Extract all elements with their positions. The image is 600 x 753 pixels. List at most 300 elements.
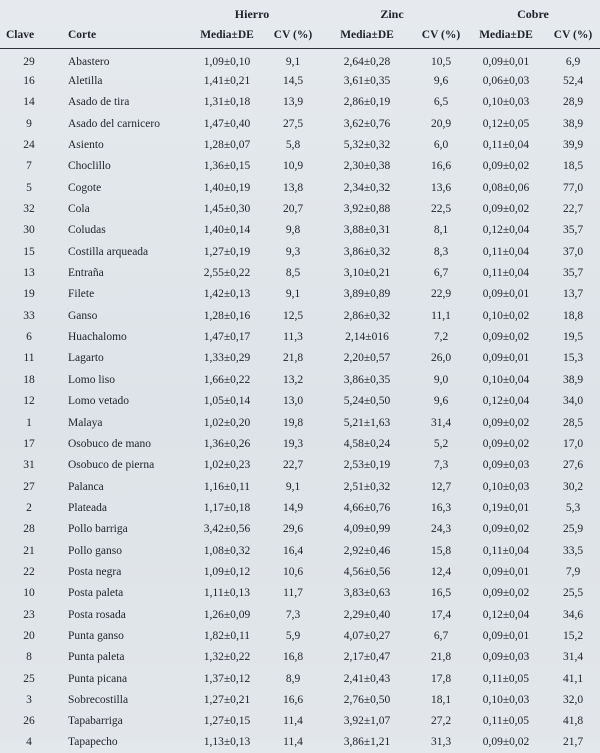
- cell-hierro-cv: 9,8: [285, 224, 301, 237]
- cell-zinc-cv: 12,4: [430, 565, 452, 578]
- cell-corte: Punta paleta: [68, 651, 125, 664]
- cell-cobre-media: 0,09±0,03: [482, 459, 530, 472]
- cell-clave: 30: [23, 224, 35, 237]
- cell-hierro-cv: 11,4: [283, 735, 303, 748]
- cell-corte: Lomo liso: [68, 373, 115, 386]
- col-clave: Clave: [6, 29, 35, 41]
- cell-hierro-media: 1,27±0,15: [203, 715, 251, 728]
- table-row: [0, 177, 600, 198]
- table-row: [0, 348, 600, 369]
- cell-corte: Huachalomo: [68, 331, 127, 344]
- cell-hierro-media: 1,26±0,09: [203, 608, 251, 621]
- cell-hierro-cv: 20,7: [282, 203, 304, 216]
- table-row: [0, 134, 600, 155]
- table-row: [0, 391, 600, 412]
- cell-zinc-cv: 6,7: [433, 629, 449, 642]
- cell-hierro-media: 1,09±0,10: [203, 55, 251, 68]
- cell-cobre-cv: 39,9: [562, 139, 584, 152]
- cell-corte: Tapabarriga: [68, 715, 123, 728]
- cell-zinc-cv: 6,7: [433, 267, 449, 280]
- cell-hierro-cv: 9,3: [285, 245, 301, 258]
- cell-hierro-cv: 11,4: [283, 715, 303, 728]
- cell-zinc-media: 2,76±0,50: [343, 693, 391, 706]
- table-row: [0, 70, 600, 91]
- cell-corte: Malaya: [68, 416, 103, 429]
- cell-cobre-cv: 25,9: [562, 523, 584, 536]
- group-cobre: Cobre: [517, 7, 549, 21]
- cell-clave: 9: [26, 117, 32, 130]
- cell-hierro-media: 1,47±0,40: [203, 117, 251, 130]
- cell-hierro-cv: 9,1: [285, 480, 301, 493]
- cell-clave: 19: [23, 288, 35, 301]
- cell-corte: Abastero: [68, 55, 110, 68]
- cell-zinc-cv: 7,2: [433, 331, 449, 344]
- cell-zinc-media: 2,17±0,47: [343, 651, 391, 664]
- cell-cobre-media: 0,10±0,03: [482, 480, 530, 493]
- cell-hierro-cv: 22,7: [282, 459, 304, 472]
- cell-zinc-cv: 8,1: [433, 224, 449, 237]
- cell-corte: Pollo barriga: [68, 523, 128, 536]
- cell-zinc-cv: 9,0: [433, 373, 449, 386]
- cell-hierro-cv: 14,5: [282, 75, 304, 88]
- cell-clave: 14: [23, 96, 35, 109]
- cell-zinc-media: 2,41±0,43: [343, 672, 391, 685]
- cell-zinc-media: 4,58±0,24: [343, 437, 391, 450]
- cell-cobre-cv: 27,6: [562, 459, 584, 472]
- cell-hierro-cv: 11,3: [283, 331, 303, 344]
- cell-zinc-cv: 18,1: [430, 693, 452, 706]
- cell-cobre-media: 0,09±0,02: [482, 203, 530, 216]
- cell-hierro-media: 1,08±0,32: [203, 544, 251, 557]
- cell-cobre-cv: 15,3: [562, 352, 584, 365]
- cell-cobre-media: 0,11±0,04: [482, 245, 530, 258]
- cell-cobre-cv: 34,0: [562, 395, 584, 408]
- table-row: [0, 198, 600, 219]
- cell-clave: 13: [23, 267, 35, 280]
- cell-zinc-media: 2,20±0,57: [343, 352, 391, 365]
- cell-hierro-cv: 11,7: [283, 587, 303, 600]
- cell-zinc-media: 3,83±0,63: [343, 587, 391, 600]
- table-row: [0, 625, 600, 646]
- cell-cobre-media: 0,12±0,04: [482, 395, 530, 408]
- cell-zinc-media: 4,56±0,56: [343, 565, 391, 578]
- cell-hierro-cv: 5,8: [285, 139, 301, 152]
- cell-cobre-media: 0,09±0,02: [482, 416, 530, 429]
- cell-hierro-cv: 16,6: [282, 693, 304, 706]
- table-row: [0, 49, 600, 70]
- cell-corte: Asado de tira: [68, 96, 130, 109]
- cell-hierro-cv: 13,0: [282, 395, 304, 408]
- cell-zinc-cv: 6,0: [433, 139, 449, 152]
- cell-cobre-media: 0,09±0,02: [482, 160, 530, 173]
- cell-corte: Filete: [68, 288, 95, 301]
- cell-clave: 23: [23, 608, 35, 621]
- cell-corte: Costilla arqueada: [68, 245, 149, 258]
- cell-cobre-cv: 17,0: [562, 437, 584, 450]
- cell-hierro-media: 1,32±0,22: [203, 651, 251, 664]
- cell-cobre-cv: 7,9: [565, 565, 581, 578]
- cell-zinc-cv: 17,4: [430, 608, 452, 621]
- cell-corte: Coludas: [68, 224, 106, 237]
- cell-cobre-media: 0,10±0,03: [482, 96, 530, 109]
- table-row: [0, 604, 600, 625]
- cell-clave: 15: [23, 245, 35, 258]
- cell-hierro-media: 1,09±0,12: [203, 565, 251, 578]
- table-header: [0, 0, 600, 49]
- cell-zinc-media: 5,24±0,50: [343, 395, 391, 408]
- cell-zinc-media: 2,92±0,46: [343, 544, 391, 557]
- cell-zinc-media: 2,64±0,28: [343, 55, 391, 68]
- table-row: [0, 519, 600, 540]
- col-zinc-media: Media±DE: [340, 29, 394, 41]
- cell-zinc-media: 3,89±0,89: [343, 288, 391, 301]
- col-hierro-media: Media±DE: [200, 29, 254, 41]
- cell-clave: 25: [23, 672, 35, 685]
- table-row: [0, 113, 600, 134]
- cell-hierro-media: 1,13±0,13: [203, 735, 251, 748]
- cell-cobre-media: 0,06±0,03: [482, 75, 530, 88]
- cell-zinc-media: 4,09±0,99: [343, 523, 391, 536]
- cell-clave: 24: [23, 139, 35, 152]
- cell-clave: 10: [23, 587, 35, 600]
- cell-zinc-cv: 16,5: [430, 587, 452, 600]
- table-row: [0, 668, 600, 689]
- cell-clave: 29: [23, 55, 35, 68]
- col-zinc-cv: CV (%): [421, 29, 461, 41]
- cell-hierro-media: 1,37±0,12: [203, 672, 251, 685]
- table-row: [0, 497, 600, 518]
- cell-zinc-media: 3,62±0,76: [343, 117, 391, 130]
- cell-zinc-media: 2,34±0,32: [343, 181, 391, 194]
- cell-cobre-media: 0,10±0,02: [482, 309, 530, 322]
- cell-cobre-cv: 19,5: [562, 331, 584, 344]
- cell-zinc-media: 2,30±0,38: [343, 160, 391, 173]
- cell-hierro-media: 1,36±0,15: [203, 160, 251, 173]
- cell-cobre-media: 0,10±0,04: [482, 373, 530, 386]
- cell-clave: 7: [26, 160, 32, 173]
- cell-corte: Posta rosada: [68, 608, 126, 621]
- cell-zinc-cv: 10,5: [430, 55, 452, 68]
- cell-hierro-cv: 13,2: [282, 373, 304, 386]
- cell-zinc-media: 3,86±0,35: [343, 373, 391, 386]
- table-row: [0, 561, 600, 582]
- cell-cobre-cv: 34,6: [562, 608, 584, 621]
- cell-hierro-media: 1,11±0,13: [203, 587, 251, 600]
- cell-hierro-media: 1,27±0,21: [203, 693, 251, 706]
- cell-cobre-media: 0,11±0,05: [482, 715, 530, 728]
- cell-zinc-media: 2,86±0,32: [343, 309, 391, 322]
- cell-cobre-media: 0,11±0,04: [482, 544, 530, 557]
- cell-hierro-cv: 8,5: [285, 267, 301, 280]
- cell-hierro-media: 1,40±0,14: [203, 224, 251, 237]
- cell-hierro-media: 1,66±0,22: [203, 373, 251, 386]
- cell-zinc-cv: 27,2: [430, 715, 452, 728]
- cell-hierro-cv: 16,8: [282, 651, 304, 664]
- cell-zinc-cv: 21,8: [430, 651, 452, 664]
- cell-hierro-media: 1,27±0,19: [203, 245, 251, 258]
- cell-hierro-cv: 13,8: [282, 181, 304, 194]
- col-cobre-cv: CV (%): [553, 29, 593, 41]
- cell-zinc-cv: 8,3: [433, 245, 449, 258]
- cell-cobre-media: 0,09±0,01: [482, 288, 530, 301]
- cell-zinc-cv: 17,8: [430, 672, 452, 685]
- cell-cobre-media: 0,11±0,04: [482, 267, 530, 280]
- cell-hierro-media: 3,42±0,56: [203, 523, 251, 536]
- cell-zinc-cv: 12,7: [430, 480, 452, 493]
- cell-hierro-media: 1,45±0,30: [203, 203, 251, 216]
- cell-corte: Asado del carnicero: [68, 117, 160, 130]
- table-body: [0, 49, 600, 753]
- cell-cobre-cv: 38,9: [562, 373, 584, 386]
- cell-hierro-media: 1,33±0,29: [203, 352, 251, 365]
- cell-cobre-cv: 77,0: [562, 181, 584, 194]
- cell-hierro-cv: 8,9: [285, 672, 301, 685]
- cell-cobre-media: 0,09±0,01: [482, 629, 530, 642]
- cell-zinc-cv: 13,6: [430, 181, 452, 194]
- cell-clave: 20: [23, 629, 35, 642]
- cell-zinc-media: 4,07±0,27: [343, 629, 391, 642]
- cell-corte: Osobuco de mano: [68, 437, 152, 450]
- cell-cobre-media: 0,09±0,02: [482, 587, 530, 600]
- cell-clave: 18: [23, 373, 35, 386]
- cell-cobre-cv: 32,0: [562, 693, 584, 706]
- cell-clave: 4: [26, 735, 32, 748]
- cell-hierro-media: 1,02±0,20: [203, 416, 251, 429]
- cell-corte: Tapapecho: [68, 735, 118, 748]
- cell-zinc-media: 5,21±1,63: [343, 416, 391, 429]
- cell-zinc-media: 3,92±0,88: [343, 203, 391, 216]
- cell-hierro-media: 1,28±0,16: [203, 309, 251, 322]
- cell-zinc-media: 2,86±0,19: [343, 96, 391, 109]
- cell-hierro-cv: 29,6: [282, 523, 304, 536]
- cell-zinc-media: 3,92±1,07: [343, 715, 391, 728]
- table-row: [0, 433, 600, 454]
- cell-corte: Lomo vetado: [68, 395, 129, 408]
- table-row: [0, 241, 600, 262]
- cell-zinc-cv: 9,6: [433, 75, 449, 88]
- cell-cobre-media: 0,08±0,06: [482, 181, 530, 194]
- cell-zinc-cv: 16,3: [430, 501, 452, 514]
- cell-cobre-cv: 41,1: [562, 672, 584, 685]
- cell-cobre-media: 0,09±0,02: [482, 735, 530, 748]
- cell-clave: 16: [23, 75, 35, 88]
- table-row: [0, 369, 600, 390]
- col-hierro-cv: CV (%): [273, 29, 313, 41]
- cell-clave: 28: [23, 523, 35, 536]
- cell-hierro-cv: 9,1: [285, 55, 301, 68]
- cell-clave: 1: [26, 416, 32, 429]
- cell-zinc-media: 2,53±0,19: [343, 459, 391, 472]
- cell-clave: 11: [23, 352, 35, 365]
- cell-zinc-media: 3,10±0,21: [343, 267, 391, 280]
- cell-hierro-media: 1,47±0,17: [203, 331, 251, 344]
- cell-zinc-cv: 22,5: [430, 203, 452, 216]
- cell-hierro-media: 1,82±0,11: [203, 629, 251, 642]
- table-row: [0, 262, 600, 283]
- col-cobre-media: Media±DE: [479, 29, 533, 41]
- cell-zinc-media: 2,29±0,40: [343, 608, 391, 621]
- table-row: [0, 455, 600, 476]
- cell-hierro-media: 1,41±0,21: [203, 75, 251, 88]
- table-row: [0, 412, 600, 433]
- cell-hierro-media: 1,36±0,26: [203, 437, 251, 450]
- cell-zinc-cv: 31,3: [430, 735, 452, 748]
- cell-clave: 22: [23, 565, 35, 578]
- cell-zinc-cv: 26,0: [430, 352, 452, 365]
- cell-zinc-media: 4,66±0,76: [343, 501, 391, 514]
- cell-clave: 33: [23, 309, 35, 322]
- cell-zinc-cv: 16,6: [430, 160, 452, 173]
- cell-hierro-cv: 5,9: [285, 629, 301, 642]
- cell-hierro-media: 1,42±0,13: [203, 288, 251, 301]
- cell-cobre-cv: 28,9: [562, 96, 584, 109]
- cell-clave: 32: [23, 203, 35, 216]
- cell-cobre-cv: 15,2: [562, 629, 584, 642]
- cell-cobre-cv: 5,3: [565, 501, 581, 514]
- cell-zinc-cv: 31,4: [430, 416, 452, 429]
- cell-hierro-cv: 14,9: [282, 501, 304, 514]
- cell-hierro-cv: 16,4: [282, 544, 304, 557]
- cell-clave: 12: [23, 395, 35, 408]
- cell-cobre-cv: 22,7: [562, 203, 584, 216]
- cell-hierro-cv: 21,8: [282, 352, 304, 365]
- col-corte: Corte: [68, 29, 97, 41]
- table-row: [0, 583, 600, 604]
- table-row: [0, 326, 600, 347]
- cell-hierro-cv: 27,5: [282, 117, 304, 130]
- cell-clave: 31: [23, 459, 35, 472]
- cell-clave: 27: [23, 480, 35, 493]
- cell-zinc-media: 5,32±0,32: [343, 139, 391, 152]
- cell-corte: Entraña: [68, 267, 104, 280]
- cell-cobre-cv: 30,2: [562, 480, 584, 493]
- cell-corte: Aletilla: [68, 75, 103, 88]
- cell-corte: Ganso: [68, 309, 98, 322]
- cell-zinc-cv: 9,6: [433, 395, 449, 408]
- cell-hierro-media: 1,40±0,19: [203, 181, 251, 194]
- cell-corte: Punta ganso: [68, 629, 124, 642]
- table-row: [0, 540, 600, 561]
- cell-cobre-media: 0,09±0,01: [482, 55, 530, 68]
- cell-cobre-media: 0,11±0,05: [482, 672, 530, 685]
- cell-corte: Punta picana: [68, 672, 128, 685]
- table-row: [0, 92, 600, 113]
- cell-zinc-media: 2,51±0,32: [343, 480, 391, 493]
- cell-hierro-media: 2,55±0,22: [203, 267, 251, 280]
- cell-cobre-cv: 6,9: [565, 55, 581, 68]
- cell-hierro-cv: 10,9: [282, 160, 304, 173]
- cell-cobre-cv: 35,7: [562, 224, 584, 237]
- cell-zinc-media: 3,88±0,31: [343, 224, 391, 237]
- cell-clave: 5: [26, 181, 32, 194]
- cell-clave: 6: [26, 331, 32, 344]
- cell-cobre-media: 0,09±0,02: [482, 331, 530, 344]
- table-row: [0, 689, 600, 710]
- cell-hierro-media: 1,31±0,18: [203, 96, 251, 109]
- cell-hierro-media: 1,02±0,23: [203, 459, 251, 472]
- cell-zinc-cv: 15,8: [430, 544, 452, 557]
- cell-clave: 21: [23, 544, 35, 557]
- cell-cobre-cv: 18,8: [562, 309, 584, 322]
- cell-zinc-media: 3,61±0,35: [343, 75, 391, 88]
- cell-cobre-media: 0,12±0,05: [482, 117, 530, 130]
- cell-corte: Lagarto: [68, 352, 104, 365]
- cell-clave: 26: [23, 715, 35, 728]
- table-row: [0, 220, 600, 241]
- table-row: [0, 156, 600, 177]
- cell-zinc-media: 3,86±1,21: [343, 735, 391, 748]
- table-row: [0, 711, 600, 732]
- header-spacer: [58, 0, 186, 22]
- cell-clave: 17: [23, 437, 35, 450]
- cell-cobre-media: 0,12±0,04: [482, 224, 530, 237]
- table-row: [0, 284, 600, 305]
- group-hierro: Hierro: [234, 7, 270, 21]
- cell-corte: Palanca: [68, 480, 104, 493]
- cell-cobre-cv: 21,7: [562, 735, 584, 748]
- cell-zinc-cv: 24,3: [430, 523, 452, 536]
- cell-hierro-cv: 19,8: [282, 416, 304, 429]
- cell-clave: 3: [26, 693, 32, 706]
- group-zinc: Zinc: [380, 7, 404, 21]
- cell-cobre-cv: 52,4: [562, 75, 584, 88]
- header-spacer: [0, 0, 58, 22]
- cell-hierro-cv: 9,1: [285, 288, 301, 301]
- cell-cobre-cv: 33,5: [562, 544, 584, 557]
- cell-hierro-cv: 12,5: [282, 309, 304, 322]
- cell-hierro-cv: 13,9: [282, 96, 304, 109]
- cell-cobre-cv: 18,5: [562, 160, 584, 173]
- cell-cobre-cv: 38,9: [562, 117, 584, 130]
- cell-cobre-media: 0,12±0,04: [482, 608, 530, 621]
- cell-zinc-cv: 11,1: [431, 309, 451, 322]
- table-row: [0, 732, 600, 753]
- cell-cobre-media: 0,09±0,01: [482, 565, 530, 578]
- cell-hierro-media: 1,16±0,11: [203, 480, 251, 493]
- cell-hierro-cv: 7,3: [285, 608, 301, 621]
- cell-corte: Posta paleta: [68, 587, 124, 600]
- cell-cobre-cv: 37,0: [562, 245, 584, 258]
- cell-zinc-media: 3,86±0,32: [343, 245, 391, 258]
- table-row: [0, 476, 600, 497]
- cell-hierro-cv: 10,6: [282, 565, 304, 578]
- cell-cobre-media: 0,09±0,01: [482, 352, 530, 365]
- cell-zinc-media: 2,14±016: [345, 331, 389, 344]
- table-row: [0, 647, 600, 668]
- table-row: [0, 305, 600, 326]
- cell-clave: 8: [26, 651, 32, 664]
- cell-cobre-cv: 25,5: [562, 587, 584, 600]
- cell-cobre-media: 0,09±0,03: [482, 651, 530, 664]
- cell-cobre-media: 0,19±0,01: [482, 501, 530, 514]
- cell-zinc-cv: 22,9: [430, 288, 452, 301]
- cell-hierro-media: 1,28±0,07: [203, 139, 251, 152]
- cell-corte: Pollo ganso: [68, 544, 122, 557]
- cell-cobre-cv: 28,5: [562, 416, 584, 429]
- cell-zinc-cv: 5,2: [433, 437, 449, 450]
- cell-corte: Posta negra: [68, 565, 122, 578]
- cell-hierro-media: 1,05±0,14: [203, 395, 251, 408]
- cell-cobre-cv: 41,8: [562, 715, 584, 728]
- cell-zinc-cv: 20,9: [430, 117, 452, 130]
- cell-hierro-cv: 19,3: [282, 437, 304, 450]
- cell-corte: Asiento: [68, 139, 104, 152]
- cell-corte: Cogote: [68, 181, 102, 194]
- cell-corte: Sobrecostilla: [68, 693, 129, 706]
- cell-cobre-cv: 31,4: [562, 651, 584, 664]
- cell-corte: Choclillo: [68, 160, 111, 173]
- cell-zinc-cv: 7,3: [433, 459, 449, 472]
